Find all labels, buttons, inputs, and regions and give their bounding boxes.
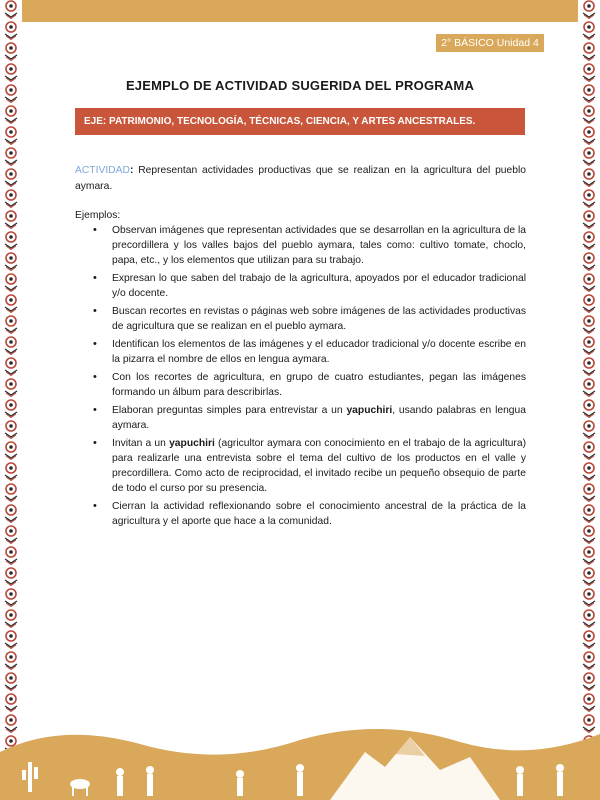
list-item: • Observan imágenes que representan actividades que se desarrollan en la agricultura de la precordillera y los valles bajos del pueblo aymara, tales como: cultivo tomate, choclo, papa, etc., y los elementos que utilizan para su trabajo.: [93, 223, 526, 268]
border-motif: [583, 1, 595, 19]
border-motif: [5, 43, 17, 61]
border-motif: [583, 547, 595, 565]
border-motif: [583, 505, 595, 523]
border-motif: [5, 652, 17, 670]
border-motif: [5, 169, 17, 187]
list-item-text: Elaboran preguntas simples para entrevistar a un: [112, 405, 347, 416]
list-item: [93, 403, 526, 433]
border-motif: [583, 211, 595, 229]
border-motif: [5, 358, 17, 376]
border-motif: [5, 232, 17, 250]
border-motif: [5, 694, 17, 712]
border-motif: [583, 400, 595, 418]
border-motif: [583, 673, 595, 691]
activity-colon: :: [129, 165, 134, 176]
list-item-text: (agricultor aymara con conocimiento en el trabajo de la agricultura) para realizarle una entrevista sobre el tema del cultivo de los productos en el valle y precordillera. Como acto de reciprocidad, el invitado recibe un pequeño obsequio de parte de todo el curso por su presencia.: [112, 438, 526, 494]
border-motif: [583, 295, 595, 313]
border-motif: [583, 358, 595, 376]
header-bar: [22, 0, 578, 22]
yapuchiri-term: yapuchiri: [169, 438, 215, 449]
border-motif: [5, 295, 17, 313]
yapuchiri-term: yapuchiri: [346, 405, 393, 416]
border-motif: [5, 421, 17, 439]
border-motif: [5, 127, 17, 145]
border-motif: [5, 505, 17, 523]
border-motif: [583, 442, 595, 460]
border-motif: [583, 631, 595, 649]
border-motif: [5, 610, 17, 628]
border-motif: [5, 442, 17, 460]
border-motif: [583, 148, 595, 166]
border-motif: [5, 22, 17, 40]
border-motif: [583, 421, 595, 439]
page-title: EJEMPLO DE ACTIVIDAD SUGERIDA DEL PROGRAMA: [125, 78, 475, 93]
border-motif: [583, 232, 595, 250]
border-motif: [5, 316, 17, 334]
eje-banner: EJE: PATRIMONIO, TECNOLOGÍA, TÉCNICAS, CIENCIA, Y ARTES ANCESTRALES.: [75, 108, 525, 135]
border-motif: [583, 568, 595, 586]
border-motif: [5, 190, 17, 208]
border-motif: [583, 127, 595, 145]
border-motif: [583, 610, 595, 628]
footer-landscape-illustration: [0, 712, 600, 800]
border-motif: [583, 526, 595, 544]
border-motif: [583, 463, 595, 481]
left-decorative-border: [2, 0, 20, 800]
border-motif: [5, 274, 17, 292]
border-motif: [5, 484, 17, 502]
list-item: • Expresan lo que saben del trabajo de la agricultura, apoyados por el educador tradicional y/o docente.: [93, 271, 526, 301]
border-motif: [583, 316, 595, 334]
border-motif: [5, 1, 17, 19]
right-decorative-border: [580, 0, 598, 800]
border-motif: [5, 673, 17, 691]
border-motif: [5, 463, 17, 481]
border-motif: [5, 400, 17, 418]
border-motif: [5, 148, 17, 166]
activity-text: Representan actividades productivas que se realizan en la agricultura del pueblo aymara.: [75, 165, 526, 192]
activity-paragraph: [75, 163, 526, 195]
border-motif: [5, 253, 17, 271]
grade-unit-badge: 2° BÁSICO Unidad 4: [436, 34, 544, 52]
border-motif: [583, 589, 595, 607]
border-motif: [583, 43, 595, 61]
border-motif: [5, 526, 17, 544]
list-item: • Buscan recortes en revistas o páginas web sobre imágenes de las actividades productivas de agricultura que se realizan en el pueblo aymara.: [93, 304, 526, 334]
border-motif: [5, 106, 17, 124]
list-item: • Identifican los elementos de las imágenes y el educador tradicional y/o docente escribe en la pizarra el nombre de ellos en lengua aymara.: [93, 337, 526, 367]
border-motif: [5, 568, 17, 586]
list-item: • Con los recortes de agricultura, en grupo de cuatro estudiantes, pegan las imágenes formando un álbum para describirlas.: [93, 370, 526, 400]
border-motif: [583, 22, 595, 40]
examples-heading: Ejemplos:: [75, 210, 121, 221]
border-motif: [583, 190, 595, 208]
border-motif: [583, 652, 595, 670]
border-motif: [5, 631, 17, 649]
border-motif: [583, 694, 595, 712]
list-item: [93, 436, 526, 496]
border-motif: [5, 337, 17, 355]
border-motif: [583, 253, 595, 271]
border-motif: [583, 106, 595, 124]
border-motif: [5, 547, 17, 565]
border-motif: [583, 337, 595, 355]
border-motif: [583, 379, 595, 397]
border-motif: [583, 169, 595, 187]
border-motif: [5, 589, 17, 607]
activity-label: ACTIVIDAD: [75, 165, 130, 176]
border-motif: [5, 379, 17, 397]
list-item-text: Invitan a un: [112, 438, 170, 449]
examples-list: [93, 223, 526, 532]
border-motif: [583, 484, 595, 502]
list-item-text: , usando palabras en lengua aymara.: [112, 405, 526, 431]
list-item: • Cierran la actividad reflexionando sobre el conocimiento ancestral de la práctica de la agricultura y el aporte que hace a la comunidad.: [93, 499, 526, 529]
border-motif: [583, 274, 595, 292]
border-motif: [5, 211, 17, 229]
